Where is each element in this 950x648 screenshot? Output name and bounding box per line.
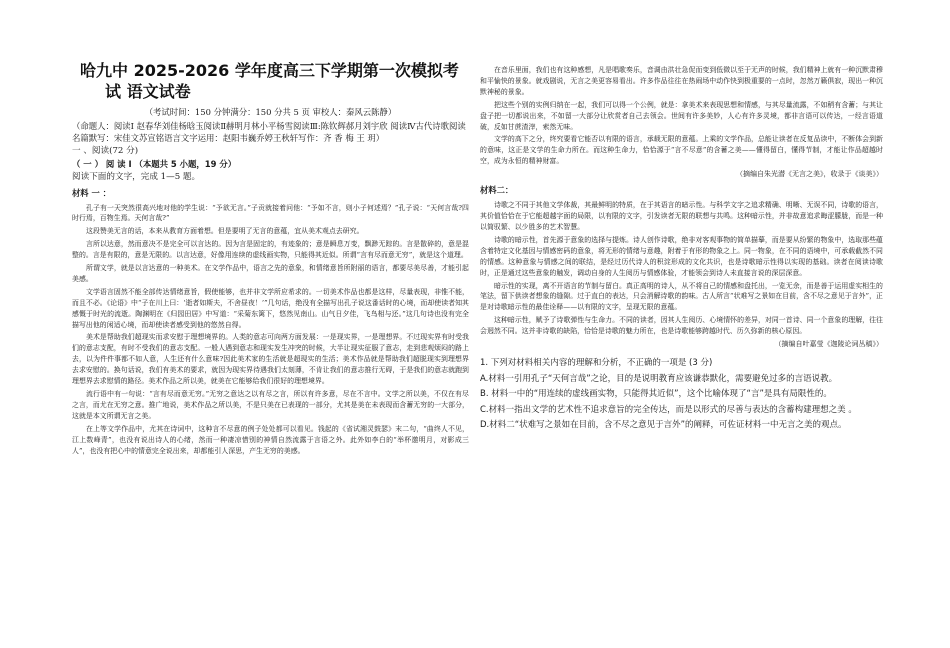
m1-paragraph: 言所以达意，然而意决不是完全可以言达的。因为言是固定的，有迹象的；意是瞬息万变，飘渺无踪的。言是散碎的，意是混整的。言是有限的，意是无限的。以言达意，好像用连续的虚线画实物，只能得其近似。所谓“言有尽而意无穷”，就是这个道理。 [72, 240, 469, 260]
proposers: （命题人：阅读Ⅰ 赵春华刘佳杨晗玉阅读Ⅱ赫明月林小平杨雪阅读Ⅲ:陈钦辉郝月刘宇欣 阅读Ⅳ古代诗歌阅读名篇默写：宋佳文苏宣铭语言文字运用：赵阳韦巍乔婷王秋轩写作：齐 香 梅 王 玥） [72, 120, 466, 143]
exam-title [80, 60, 469, 102]
question1-option-d: D.材料二“状难写之景如在目前，含不尽之意见于言外”的阐释，可佐证材料一中无言之美的观点。 [480, 420, 847, 431]
m1-paragraph: 在音乐里面，我们也有这种感想，凡是唱歌奏乐，音调由洪壮急促而变到低微以至于无声的时候，我们精神上就有一种沉默肃穆和平愉快的景象。就戏剧说，无言之美更容易看出。许多作品往往在热闹场中动作快到极重要的一点时，忽然万籁俱寂，现出一种沉默神秘的景象。 [480, 66, 883, 96]
m2-paragraph: 暗示性的实现，离不开语言的节制与留白。真正高明的诗人，从不将自己的情感和盘托出，一览无余，而是善于运用虚实相生的笔法，留下供读者想象的缝隙。过于直白的表达，只会消解诗歌的韵味。古人所言“状难写之景如在目前，含不尽之意见于言外”，正是对诗歌暗示性的最佳诠释——以有限的文字，呈现无限的意蕴。 [480, 281, 883, 312]
m1-paragraph: 把这些个别的实例归纳在一起，我们可以得一个公例，就是：拿美术来表现思想和情感，与其尽量流露，不如稍有含蓄；与其让盘子把一切都说出来，不如留一大部分让欣赏者自己去领会。世间有许多美妙，人心有许多灵境，都非言语可以传达，一经言语道破，反如甘蔗渣滓，索然无味。 [480, 100, 883, 131]
question1-stem: 1. 下列对材料相关内容的理解和分析，不正确的一项是 (3 分) [480, 358, 713, 369]
m1-paragraph: 美术是帮助我们超现实而求安慰于理想境界的。人类的意志可向两方面发展：一是现实界，一是理想界。不过现实界有时受我们的意志支配，有时不受我们的意志支配。一般人遇到意志和现实发生冲突的时候，大半让现实征服了意志，走到悲观烦闷的路上去，以为件件事都不如人意，人生还有什么意味?因此美术家的生活就是超现实的生活；美术作品就是帮助我们超脱现实到理想界去求安慰的。换句话说，我们有美术的要求，就因为现实界待遇我们太刻薄，不肯让我们的意志推行无碍，于是我们的意志就跑到理想界去求慰情的路径。美术作品之所以美，就美在它能够给我们很好的理想境界。 [72, 333, 469, 386]
m2-paragraph: 诗歌的暗示性，首先源于意象的选择与提炼。诗人创作诗歌，绝非对客观事物的简单描摹，而是要从纷繁的物象中，选取那些蕴含着特定文化基因与情感密码的意象，将无形的情绪与意趣，附着于有形的物象之上。同一物象，在不同的语境中，可承载截然不同的情感。这种意象与情感之间的联结，是经过历代诗人的积淀形成的文化共识，也是诗歌暗示性得以实现的基础。读者在阅读诗歌时，正是通过这些意象的触发，调动自身的人生阅历与情感体验，才能领会到诗人未直接言说的深层深意。 [480, 235, 883, 277]
left-column [72, 60, 469, 458]
m1-paragraph: 流行语中有一句说：“言有尽而意无穷。”无穷之意达之以有尽之言，所以有许多意，尽在不言中。文学之所以美，不仅在有尽之言，而尤在无穷之意。推广地说，美术作品之所以美，不是只美在已表现的一部分，尤其是美在未表现而含蓄无穷的一大部分，这就是本文所谓无言之美。 [72, 390, 469, 420]
title-line-1: 哈九中 2025-2026 学年度高三下学期第一次模拟考 [80, 61, 459, 80]
m1-paragraph: 在上等文学作品中，尤其在诗词中，这种言不尽意的例子处处都可以看见。钱起的《省试湘灵鼓瑟》末二句，“曲终人不见，江上数峰青”，也没有说出诗人的心绪，然而一种凄凉惜别的神情自然流露于言语之外。此外如李白的“举杯邀明月，对影成三人”，也没有把心中的情意完全说出来，却都能引人深思，产生无穷的美感。 [72, 424, 469, 455]
instruction: 阅读下面的文字，完成 1—5 题。 [72, 171, 201, 182]
material2-source: （摘编自叶嘉莹《迦陵论词丛稿》） [774, 340, 883, 349]
m1-paragraph: 文学语言固然不能全部传达情绪意旨，假使能够，也并非文学所应希求的。一切美术作品也都是这样，尽量表现，非惟不能，而且不必。《论语》中“子在川上曰：‘逝者如斯夫，不舍昼夜！’”几句话，绝没有全描写出孔子说这番话时的心境，而却使读者知其感慨于时光的流逝。陶渊明在《归园田居》中写道：“采菊东篱下，悠然见南山。山气日夕佳，飞鸟相与还。”这几句诗也没有完全描写出他的闲适心境，而却使读者感受到他的悠然自得。 [72, 287, 469, 329]
m1-paragraph: 这段赞美无言的话，本来从教育方面着想。但是要明了无言的意蕴，宜从美术观点去研究。 [86, 227, 364, 236]
material1-label: 材料 一 ： [72, 187, 111, 198]
question1-option-b: B. 材料一中的“用连续的虚线画实物，只能得其近似”，这个比喻体现了“言”是具有局限性的。 [480, 389, 832, 400]
question1-option-c: C.材料一指出文学的艺术性不追求意旨的完全传达，而是以形式的尽善与表达的含蓄构建理想之美 。 [480, 404, 857, 415]
m2-paragraph: 这种暗示性，赋予了诗歌弹性与生命力。不同的读者，因其人生阅历、心境情怀的差异，对同一首诗、同一个意象的理解，往往会迥然不同。这并非诗歌的缺陷，恰恰是诗歌的魅力所在，也是诗歌能够跨越时代、历久弥新的核心原因。 [480, 316, 883, 336]
exam-info: （考试时间：150 分钟满分：150 分共 5 页 审校人：秦风云陈静） [144, 107, 397, 117]
m1-paragraph: 文学的高下之分，终究要看它能否以有限的语言，承载无限的意蕴。上乘的文学作品，总能让读者在反复品读中，不断体会到新的意味，这正是文学的生命力所在。而这种生命力，恰恰源于“言不尽意”的含蓄之美——懂得留白，懂得节制，才能让作品超越时空，成为永恒的精神财富。 [480, 135, 883, 166]
title-line-2: 试 语文试卷 [105, 82, 191, 101]
right-column [480, 65, 883, 434]
question1-option-a: A.材料一引用孔子“天何言哉”之论，目的是说明教育应该谦恭默化，需要避免过多的言语说教。 [480, 373, 838, 384]
m2-paragraph: 诗歌之不同于其他文学体裁，其最鲜明的特质，在于其语言的暗示性。与科学文字之追求精确、明晰、无误不同，诗歌的语言，其价值恰恰在于它能超越字面的局限，以有限的文字，引发读者无限的联想与共鸣。这种暗示性，并非故意追求晦涩朦胧，而是一种以简驭繁、以少胜多的艺术智慧。 [480, 201, 883, 231]
material1-source: （摘编自朱光潜《无言之美》，收录于《谈美》） [736, 170, 883, 179]
section-reading: 一 、阅读(72 分) [72, 145, 139, 156]
m1-paragraph: 孔子有一天突然很高兴地对他的学生说：“予欲无言。”子贡就接着问他：“予如不言，则小子何述焉？”孔子说：“天何言哉?四时行焉，百物生焉。天何言哉?” [72, 203, 469, 223]
subsection-heading: （ 一 ） 阅 读 Ⅰ （本题共 5 小题，19 分） [72, 158, 237, 169]
material2-label: 材料二： [480, 185, 514, 196]
m1-paragraph: 所谓文学，就是以言达意的一种美术。在文学作品中，语言之先的意象，和情绪意旨所附丽的语言，都要尽美尽善，才能引起美感。 [72, 264, 469, 283]
